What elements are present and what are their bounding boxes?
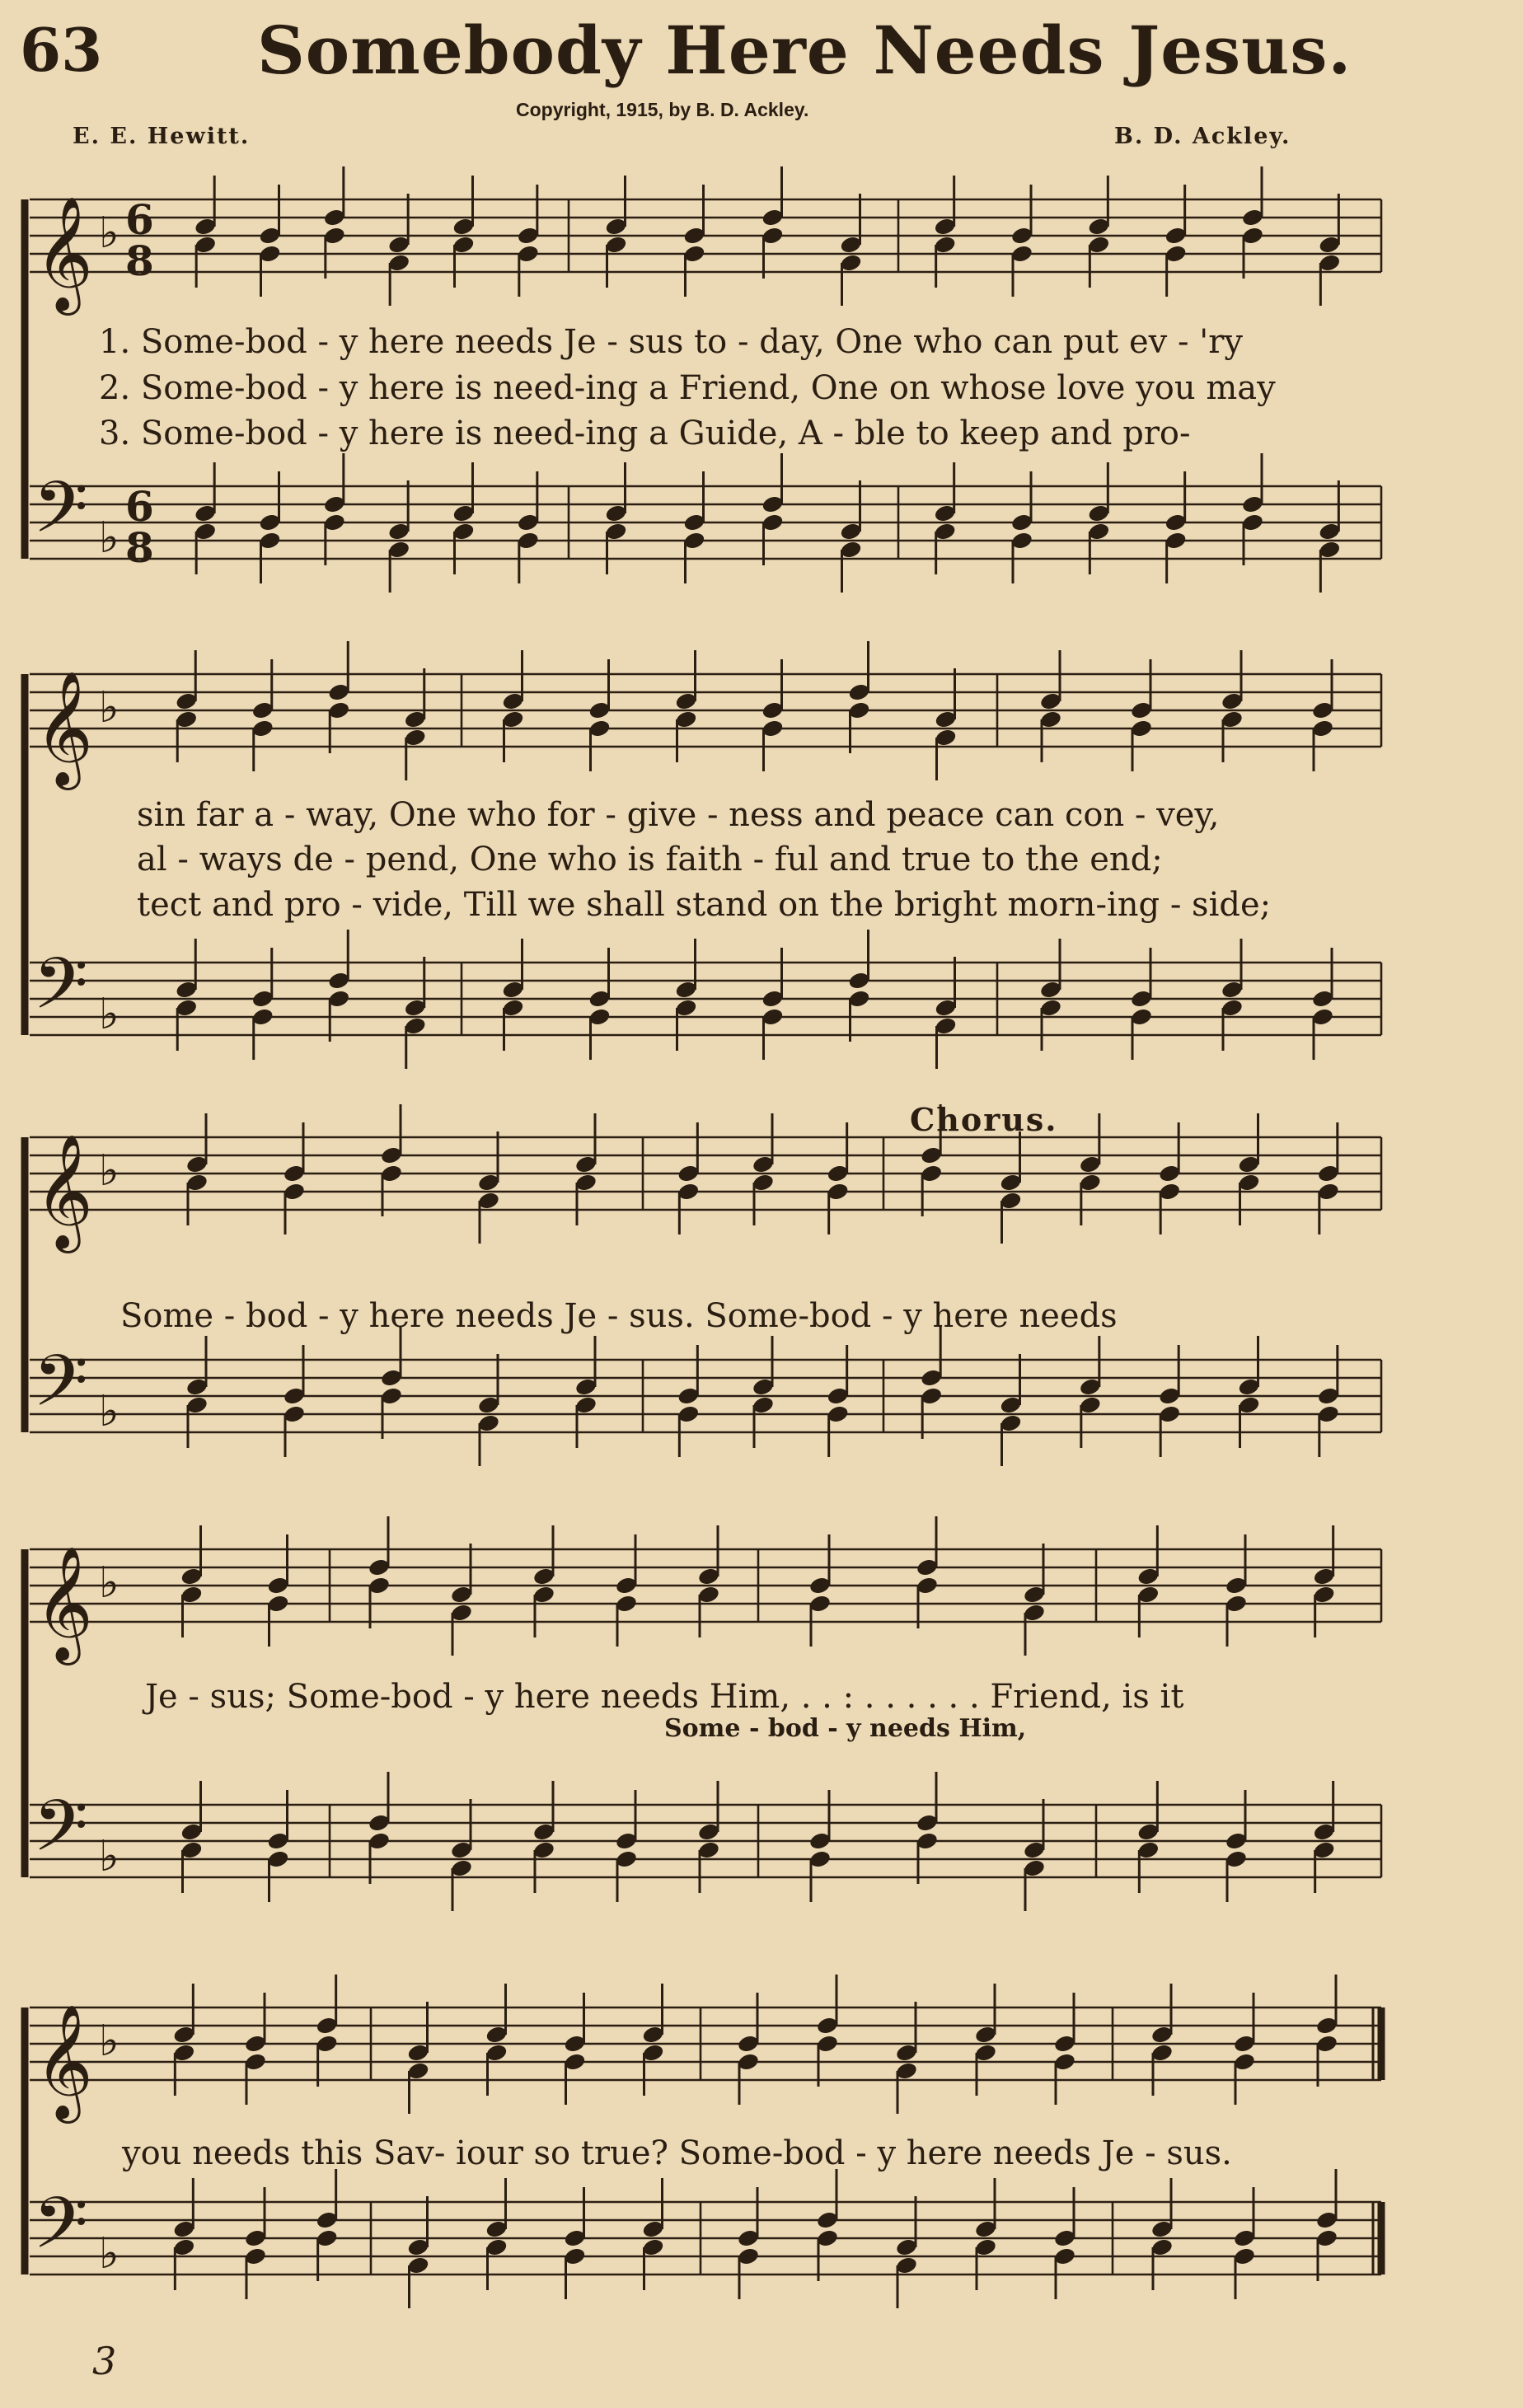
bass-clef-icon: 𝄢 — [33, 2181, 88, 2282]
verse-3-line-2: tect and pro - vide, Till we shall stand on the bright morn-ing - side; — [137, 886, 1272, 924]
chorus-line-3: you needs this Sav- iour so true? Some-bod - y here needs Je - sus. — [122, 2134, 1232, 2172]
chorus-line-1: Some - bod - y here needs Je - sus. Some-bod - y here needs — [120, 1297, 1118, 1335]
bass-clef-icon: 𝄢 — [33, 1784, 88, 1885]
chorus-label: Chorus. — [910, 1101, 1058, 1138]
bass-clef-icon: 𝄢 — [33, 1339, 88, 1440]
treble-clef-icon: 𝄞 — [35, 2004, 93, 2119]
flat-icon: ♭ — [99, 990, 119, 1039]
treble-staff — [30, 2004, 1381, 2124]
hymn-number: 63 — [20, 15, 103, 85]
chorus-echo-line: Some - bod - y needs Him, — [664, 1714, 1027, 1743]
bass-staff — [30, 2181, 1381, 2282]
time-signature-top: 6 — [125, 195, 154, 244]
time-signature-bottom: 8 — [125, 523, 154, 572]
flat-icon: ♭ — [99, 1146, 119, 1196]
bass-clef-icon: 𝄢 — [33, 466, 88, 566]
flat-icon: ♭ — [99, 1832, 119, 1881]
bass-staff — [30, 942, 1381, 1042]
copyright-notice: Copyright, 1915, by B. D. Ackley. — [516, 99, 809, 120]
treble-clef-icon: 𝄞 — [35, 1134, 93, 1249]
composer-credit: B. D. Ackley. — [1114, 124, 1291, 149]
time-signature-top: 6 — [125, 482, 154, 531]
flat-icon: ♭ — [99, 208, 119, 258]
flat-icon: ♭ — [99, 2017, 119, 2066]
verse-1-line-1: 1. Some-bod - y here needs Je - sus to - day, One who can put ev - 'ry — [99, 323, 1243, 361]
treble-clef-icon: 𝄞 — [35, 196, 93, 311]
lyricist-credit: E. E. Hewitt. — [73, 124, 251, 149]
verse-2-line-1: 2. Some-bod - y here is need-ing a Friend, One on whose love you may — [99, 369, 1276, 407]
flat-icon: ♭ — [99, 513, 119, 563]
bass-clef-icon: 𝄢 — [33, 942, 88, 1042]
treble-clef-icon: 𝄞 — [35, 1546, 93, 1661]
time-signature-bottom: 8 — [125, 237, 154, 285]
chorus-line-2: Je - sus; Some-bod - y here needs Him, . . : . . . . . . Friend, is it — [145, 1678, 1184, 1716]
treble-staff — [30, 1546, 1381, 1665]
verse-1-line-2: sin far a - way, One who for - give - ness and peace can con - vey, — [137, 796, 1220, 834]
flat-icon: ♭ — [99, 1387, 119, 1436]
treble-clef-icon: 𝄞 — [35, 671, 93, 785]
flat-icon: ♭ — [99, 2229, 119, 2279]
verse-2-line-2: al - ways de - pend, One who is faith - ful and true to the end; — [137, 841, 1163, 878]
flat-icon: ♭ — [99, 1558, 119, 1608]
page-number: 3 — [92, 2339, 117, 2383]
treble-staff — [30, 671, 1381, 790]
verse-3-line-1: 3. Some-bod - y here is need-ing a Guide, A - ble to keep and pro- — [99, 415, 1191, 452]
flat-icon: ♭ — [99, 683, 119, 733]
hymn-title: Somebody Here Needs Jesus. — [257, 12, 1352, 89]
